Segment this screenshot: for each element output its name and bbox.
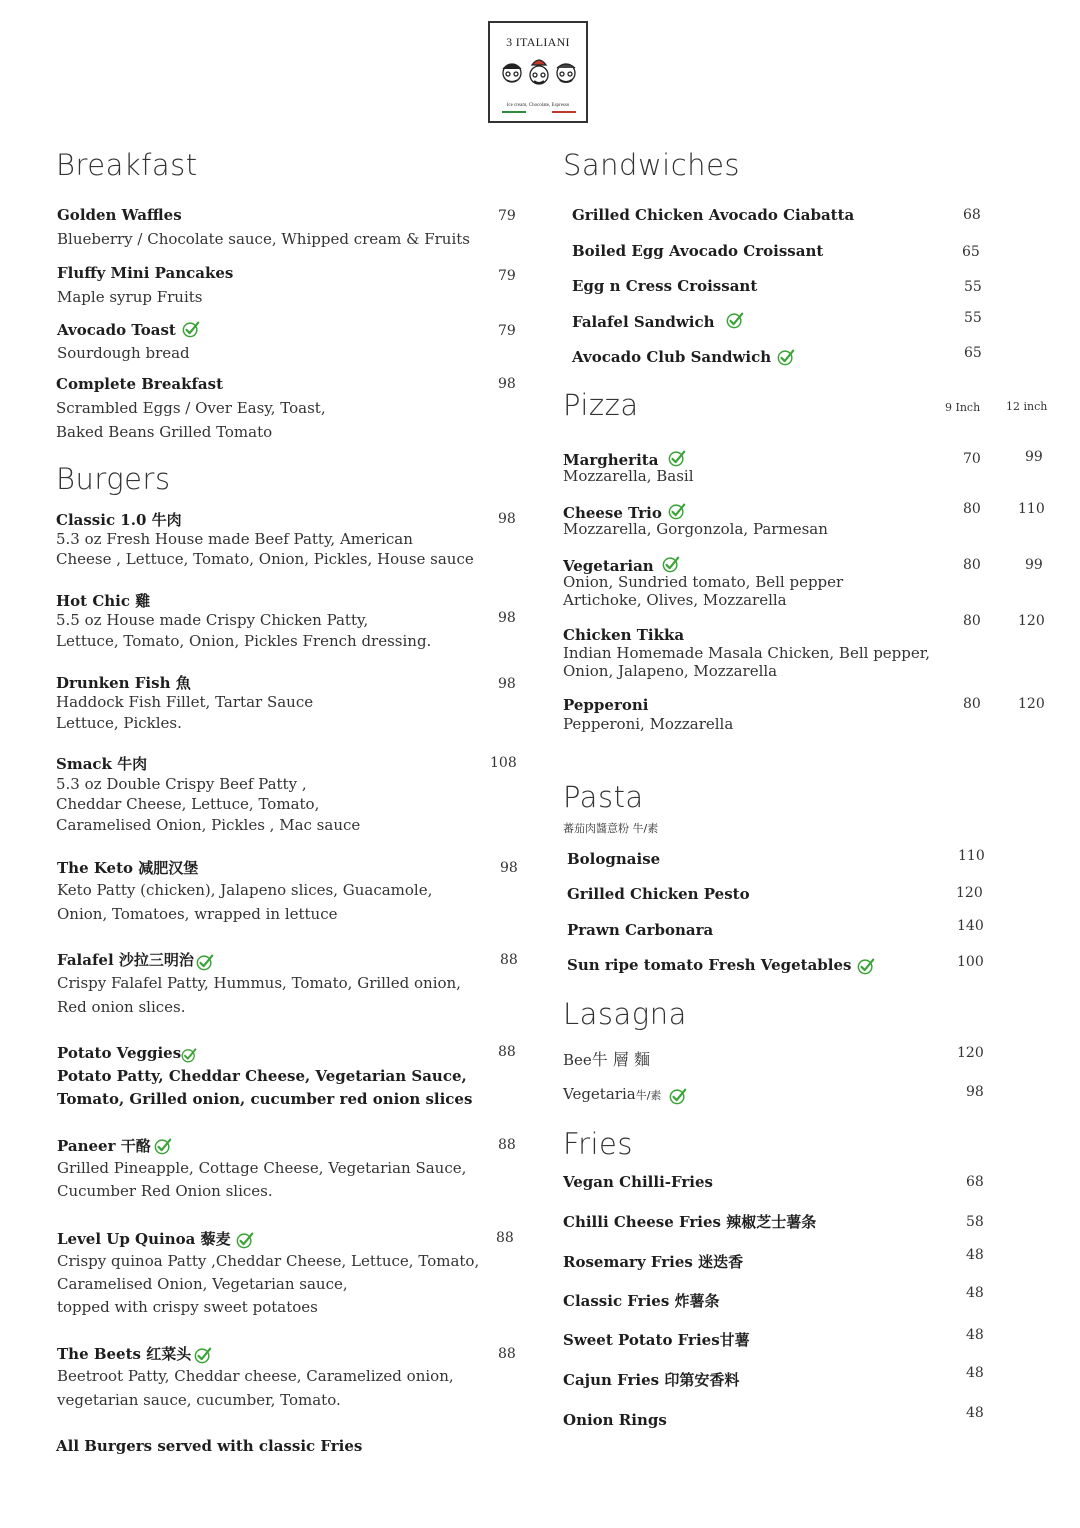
vegetarian-check-icon: [182, 320, 200, 338]
burger-item-price: 98: [500, 860, 518, 876]
burger-item-name: The Beets 红菜头: [57, 1343, 212, 1364]
pizza-item-desc: Artichoke, Olives, Mozzarella: [563, 591, 787, 609]
fries-item-price: 68: [966, 1174, 984, 1190]
burger-item-name: Level Up Quinoa 藜麦: [57, 1228, 254, 1249]
fries-item-price: 48: [966, 1285, 984, 1301]
pizza-price-9: 80: [963, 696, 981, 712]
brand-tagline: Ice cream, Chocolate, Espresso: [506, 103, 570, 108]
sandwich-item-name: Grilled Chicken Avocado Ciabatta: [572, 206, 855, 224]
lasagna-item-price: 98: [966, 1084, 984, 1100]
sandwich-item-price: 68: [963, 207, 981, 223]
pizza-item-name: Pepperoni: [563, 696, 649, 714]
breakfast-item-name: Complete Breakfast: [56, 375, 224, 393]
section-title-breakfast: Breakfast: [56, 148, 198, 182]
sandwich-item-price: 65: [962, 244, 980, 260]
pizza-item-desc: Mozzarella, Gorgonzola, Parmesan: [563, 520, 828, 538]
sandwich-item-price: 55: [964, 279, 982, 295]
section-title-sandwiches: Sandwiches: [563, 148, 741, 182]
burger-item-desc: Lettuce, Pickles.: [56, 714, 182, 732]
vegetarian-check-icon: [181, 1047, 197, 1063]
pizza-item-desc: Mozzarella, Basil: [563, 467, 694, 485]
pizza-price-12: 99: [1025, 557, 1043, 573]
section-title-pizza: Pizza: [563, 388, 639, 422]
fries-item-name: Vegan Chilli-Fries: [563, 1173, 713, 1191]
burger-item-desc: Crispy quinoa Patty ,Cheddar Cheese, Lettuce, Tomato,: [57, 1252, 480, 1270]
fries-item-name: Chilli Cheese Fries 辣椒芝士薯条: [563, 1213, 817, 1231]
burger-item-desc: 5.3 oz Double Crispy Beef Patty ,: [56, 775, 307, 793]
sandwich-item-price: 55: [964, 310, 982, 326]
burger-item-price: 98: [498, 676, 516, 692]
fries-item-price: 48: [966, 1327, 984, 1343]
pizza-item-desc: Pepperoni, Mozzarella: [563, 715, 734, 733]
pasta-subtitle: 蕃茄肉醬意粉 牛/素: [563, 822, 659, 835]
breakfast-item-desc: Blueberry / Chocolate sauce, Whipped cream & Fruits: [57, 230, 470, 248]
brand-name: 3 ITALIANI: [506, 35, 570, 49]
section-title-pasta: Pasta: [563, 780, 644, 814]
breakfast-item-price: 79: [498, 208, 516, 224]
chef-faces-icon: [496, 51, 582, 101]
vegetarian-check-icon: [668, 502, 686, 520]
burger-item-desc: Grilled Pineapple, Cottage Cheese, Vegetarian Sauce,: [57, 1159, 467, 1177]
vegetarian-check-icon: [669, 1087, 687, 1105]
burger-item-desc: topped with crispy sweet potatoes: [57, 1298, 318, 1316]
fries-item-price: 48: [966, 1365, 984, 1381]
burger-item-price: 108: [490, 755, 517, 771]
burger-item-name: Hot Chic 雞: [56, 592, 151, 610]
burger-item-desc: 5.3 oz Fresh House made Beef Patty, American: [56, 530, 413, 548]
burger-item-desc: vegetarian sauce, cucumber, Tomato.: [57, 1391, 341, 1409]
pizza-size-label-9: 9 Inch: [945, 401, 981, 414]
burger-item-desc: Crispy Falafel Patty, Hummus, Tomato, Grilled onion,: [57, 974, 461, 992]
burger-item-name: The Keto 减肥汉堡: [57, 859, 199, 877]
burger-item-desc: Beetroot Patty, Cheddar cheese, Caramelized onion,: [57, 1367, 454, 1385]
burger-item-desc: Cheddar Cheese, Lettuce, Tomato,: [56, 795, 320, 813]
burger-item-desc: Caramelised Onion, Pickles , Mac sauce: [56, 816, 361, 834]
breakfast-item-name: Avocado Toast: [57, 320, 200, 339]
breakfast-item-price: 79: [498, 268, 516, 284]
brand-logo: [488, 21, 588, 123]
pizza-item-desc: Indian Homemade Masala Chicken, Bell pepper,: [563, 644, 931, 662]
lasagna-item-price: 120: [957, 1045, 984, 1061]
pasta-item-name: Grilled Chicken Pesto: [567, 885, 750, 903]
pizza-price-12: 120: [1018, 613, 1045, 629]
burger-item-price: 88: [498, 1044, 516, 1060]
breakfast-item-name: Fluffy Mini Pancakes: [57, 264, 234, 282]
pizza-price-12: 110: [1018, 501, 1045, 517]
pasta-item-price: 110: [958, 848, 985, 864]
pizza-price-9: 70: [963, 451, 981, 467]
breakfast-item-desc: Sourdough bread: [57, 344, 190, 362]
vegetarian-check-icon: [726, 311, 744, 329]
burger-item-desc: 5.5 oz House made Crispy Chicken Patty,: [56, 611, 369, 629]
sandwich-item-name: Boiled Egg Avocado Croissant: [572, 242, 824, 260]
pizza-item-name: Vegetarian: [563, 555, 680, 575]
burger-item-name: Falafel 沙拉三明治: [57, 949, 214, 971]
pizza-item-name: Cheese Trio: [563, 502, 686, 522]
vegetarian-check-icon: [777, 348, 795, 366]
breakfast-item-price: 79: [498, 323, 516, 339]
vegetarian-check-icon: [154, 1137, 172, 1155]
fries-item-price: 58: [966, 1214, 984, 1230]
pizza-item-name: Chicken Tikka: [563, 626, 685, 644]
burger-item-desc: Haddock Fish Fillet, Tartar Sauce: [56, 693, 314, 711]
burger-item-desc: Onion, Tomatoes, wrapped in lettuce: [57, 905, 338, 923]
pizza-price-12: 99: [1025, 449, 1043, 465]
pizza-item-desc: Onion, Sundried tomato, Bell pepper: [563, 573, 844, 591]
vegetarian-check-icon: [236, 1231, 254, 1249]
sandwich-item-name: Falafel Sandwich: [572, 311, 744, 331]
sandwich-item-price: 65: [964, 345, 982, 361]
breakfast-item-name: Golden Waffles: [57, 206, 182, 224]
fries-item-name: Onion Rings: [563, 1411, 667, 1429]
logo-stripe-green: [502, 111, 526, 113]
vegetarian-check-icon: [662, 555, 680, 573]
logo-stripe-red: [552, 111, 576, 113]
burger-item-desc: Potato Patty, Cheddar Cheese, Vegetarian Sauce,: [57, 1067, 467, 1085]
pizza-size-label-12: 12 inch: [1006, 400, 1048, 413]
pizza-price-9: 80: [963, 501, 981, 517]
vegetarian-check-icon: [196, 953, 214, 971]
fries-item-price: 48: [966, 1405, 984, 1421]
vegetarian-check-icon: [857, 957, 875, 975]
burger-item-name: Smack 牛肉: [56, 755, 148, 773]
burgers-note: All Burgers served with classic Fries: [56, 1437, 363, 1455]
vegetarian-check-icon: [194, 1346, 212, 1364]
section-title-lasagna: Lasagna: [563, 997, 687, 1031]
burger-item-name: Paneer 干酪: [57, 1135, 172, 1156]
burger-item-price: 88: [500, 952, 518, 968]
burger-item-desc: Caramelised Onion, Vegetarian sauce,: [57, 1275, 348, 1293]
burger-item-name: Potato Veggies: [57, 1044, 197, 1063]
burger-item-name: Classic 1.0 牛肉: [56, 511, 182, 529]
breakfast-item-desc: Maple syrup Fruits: [57, 288, 203, 306]
fries-item-name: Classic Fries 炸薯条: [563, 1292, 720, 1310]
fries-item-price: 48: [966, 1247, 984, 1263]
fries-item-name: Cajun Fries 印第安香料: [563, 1371, 740, 1389]
pasta-item-price: 140: [957, 918, 984, 934]
pasta-item-price: 120: [956, 885, 983, 901]
pizza-price-9: 80: [963, 613, 981, 629]
burger-item-price: 88: [498, 1346, 516, 1362]
sandwich-item-name: Egg n Cress Croissant: [572, 277, 758, 295]
pizza-item-desc: Onion, Jalapeno, Mozzarella: [563, 662, 778, 680]
burger-item-desc: Lettuce, Tomato, Onion, Pickles French dressing.: [56, 632, 432, 650]
pizza-price-12: 120: [1018, 696, 1045, 712]
pasta-item-price: 100: [957, 954, 984, 970]
lasagna-item-name: Bee牛 層 麵: [563, 1050, 650, 1069]
vegetarian-check-icon: [668, 449, 686, 467]
burger-item-price: 98: [498, 511, 516, 527]
breakfast-item-price: 98: [498, 376, 516, 392]
pasta-item-name: Prawn Carbonara: [567, 921, 714, 939]
fries-item-name: Rosemary Fries 迷迭香: [563, 1253, 744, 1271]
pasta-item-name: Sun ripe tomato Fresh Vegetables: [567, 956, 875, 975]
burger-item-desc: Keto Patty (chicken), Jalapeno slices, Guacamole,: [57, 881, 433, 899]
lasagna-item-name: Vegetaria牛/素: [563, 1083, 687, 1107]
section-title-fries: Fries: [563, 1127, 634, 1161]
section-title-burgers: Burgers: [56, 462, 171, 496]
burger-item-price: 88: [498, 1137, 516, 1153]
breakfast-item-desc: Baked Beans Grilled Tomato: [56, 423, 273, 441]
pasta-item-name: Bolognaise: [567, 850, 661, 868]
breakfast-item-desc: Scrambled Eggs / Over Easy, Toast,: [56, 399, 326, 417]
pizza-price-9: 80: [963, 557, 981, 573]
pizza-item-name: Margherita: [563, 449, 686, 469]
burger-item-desc: Cheese , Lettuce, Tomato, Onion, Pickles, House sauce: [56, 550, 474, 568]
sandwich-item-name: Avocado Club Sandwich: [572, 348, 795, 366]
burger-item-name: Drunken Fish 魚: [56, 674, 191, 692]
burger-item-price: 98: [498, 610, 516, 626]
burger-item-desc: Red onion slices.: [57, 998, 186, 1016]
burger-item-price: 88: [496, 1230, 514, 1246]
burger-item-desc: Cucumber Red Onion slices.: [57, 1182, 273, 1200]
burger-item-desc: Tomato, Grilled onion, cucumber red onion slices: [57, 1090, 473, 1108]
fries-item-name: Sweet Potato Fries甘薯: [563, 1331, 750, 1349]
